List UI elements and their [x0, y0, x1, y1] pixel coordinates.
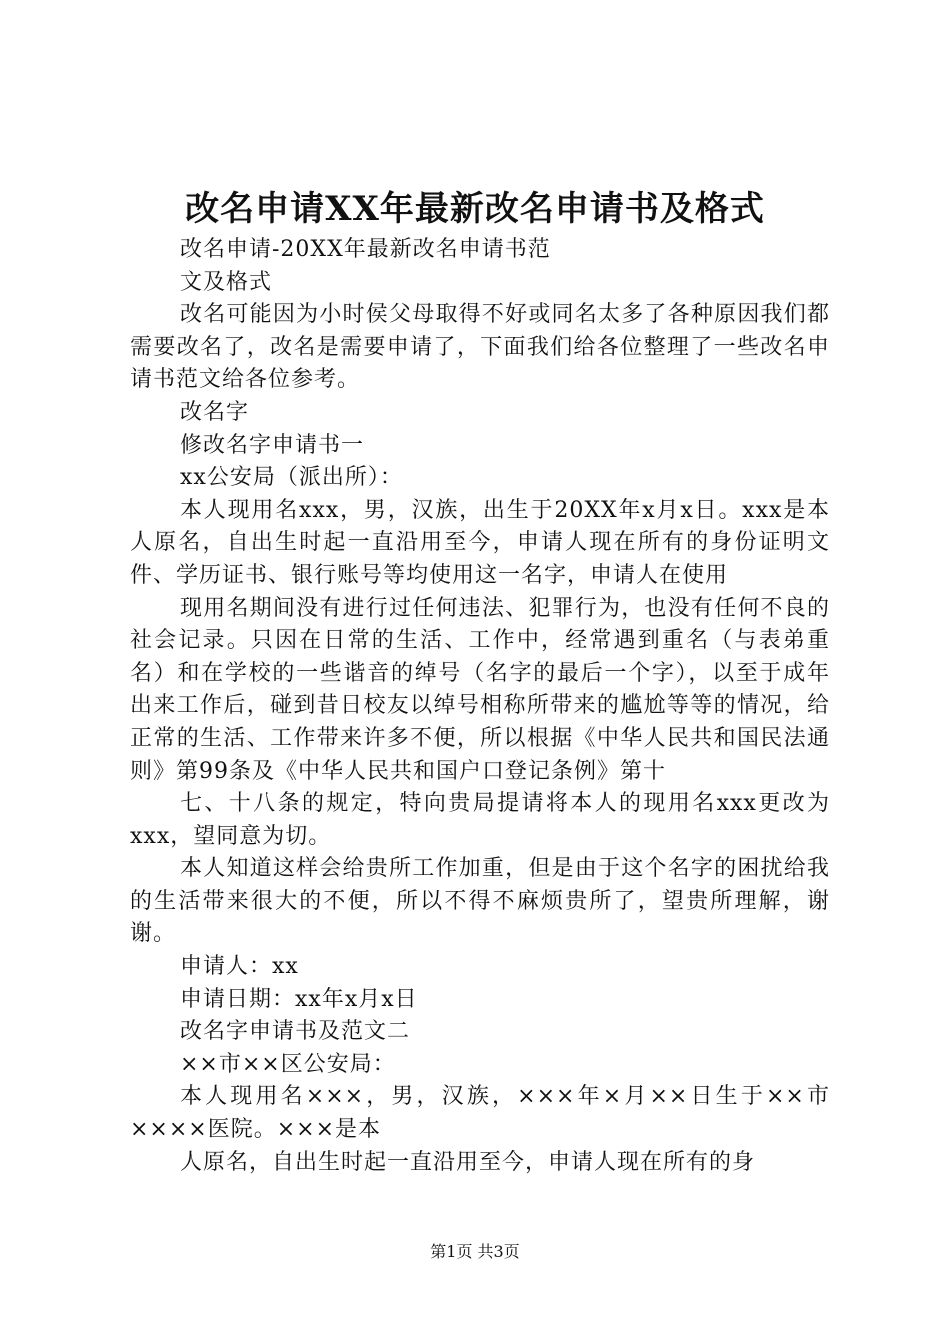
paragraph: ××市××区公安局：: [180, 1051, 396, 1077]
paragraph: 现用名期间没有进行过任何违法、犯罪行为，也没有任何不良的社会记录。只因在日常的生活、工作中，经常遇到重名（与表弟重名）和在学校的一些谐音的绰号（名字的最后一个字），以至于成年出来工作后，碰到昔日校友以绰号相称所带来的尴尬等等的情况，给正常的生活、工作带来许多不便，所以根据《中华人民共和国民法通则》第99条及《中华人民共和国户口登记条例》第十: [130, 595, 830, 784]
paragraph: xx公安局（派出所）：: [180, 465, 403, 491]
document-title: 改名申请XX年最新改名申请书及格式: [185, 189, 765, 229]
page-footer: 第1页 共3页: [430, 1242, 520, 1261]
paragraph: 本人现用名xxx，男，汉族，出生于20XX年x月x日。xxx是本人原名，自出生时起一直沿用至今，申请人现在所有的身份证明文件、学历证书、银行账号等均使用这一名字，申请人在使用: [130, 497, 830, 588]
document-body: [130, 234, 830, 1179]
paragraph: 改名字申请书及范文二: [180, 1019, 411, 1045]
paragraph: 本人现用名×××，男，汉族，×××年×月××日生于××市××××医院。×××是本: [130, 1084, 830, 1143]
paragraph: 人原名，自出生时起一直沿用至今，申请人现在所有的身: [180, 1149, 756, 1175]
paragraph: 七、十八条的规定，特向贵局提请将本人的现用名xxx更改为xxx，望同意为切。: [130, 791, 830, 849]
paragraph: 本人知道这样会给贵所工作加重，但是由于这个名字的困扰给我的生活带来很大的不便，所以不得不麻烦贵所了，望贵所理解，谢谢。: [130, 856, 830, 947]
paragraph: 改名字: [180, 399, 250, 425]
paragraph: 改名可能因为小时侯父母取得不好或同名太多了各种原因我们都需要改名了，改名是需要申请了，下面我们给各位整理了一些改名申请书范文给各位参考。: [130, 302, 830, 393]
paragraph: 修改名字申请书一: [180, 432, 365, 458]
paragraph: 申请日期：xx年x月x日: [180, 986, 418, 1012]
paragraph: 改名申请-20XX年最新改名申请书范: [180, 237, 551, 262]
paragraph: 文及格式: [180, 269, 273, 295]
paragraph: 申请人：xx: [180, 954, 299, 980]
